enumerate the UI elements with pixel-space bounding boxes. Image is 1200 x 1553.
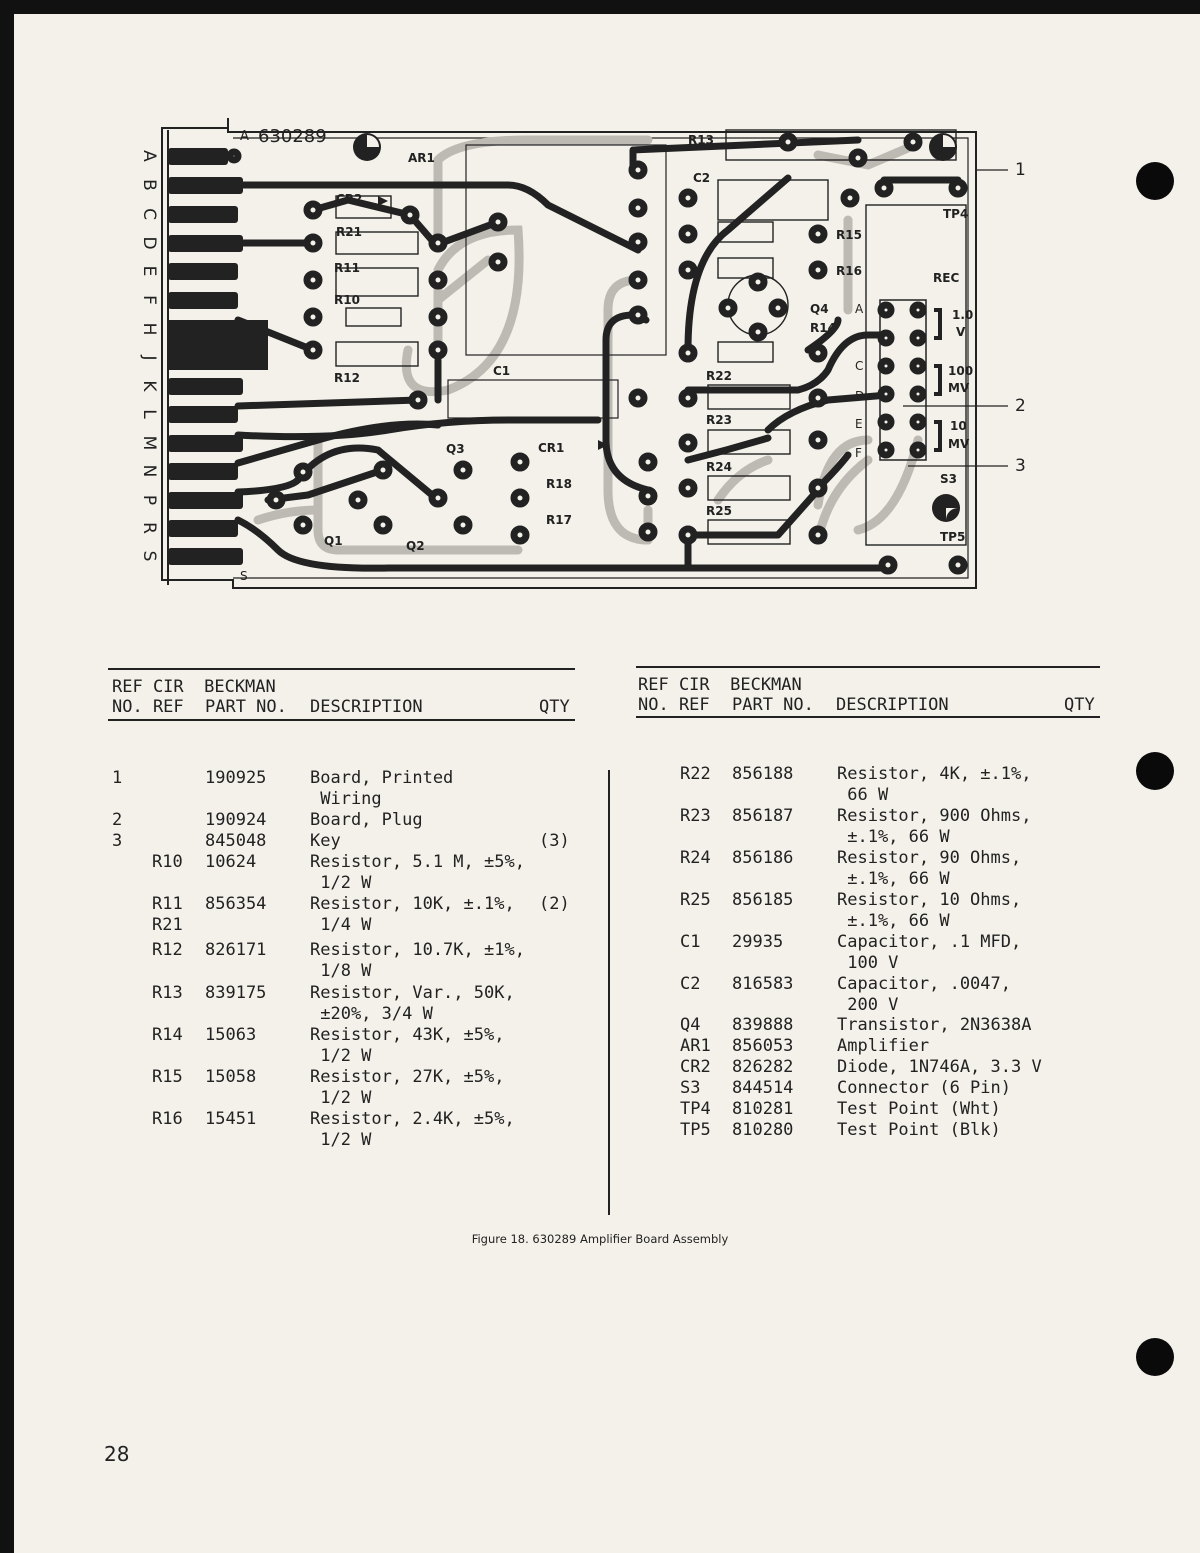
right-table-top-rule (636, 666, 1100, 668)
binder-hole (1136, 1338, 1174, 1376)
edge-letter: K (139, 380, 159, 392)
label-range-1-unit: V (956, 325, 966, 339)
column-divider (608, 770, 610, 1215)
row-part-no: 839175 (205, 983, 267, 1003)
left-header-desc: DESCRIPTION (310, 697, 423, 717)
label-r16: R16 (836, 264, 862, 278)
row-description: Resistor, 2.4K, ±5%, 1/2 W (310, 1109, 515, 1150)
row-description: Resistor, 43K, ±5%, 1/2 W (310, 1025, 505, 1066)
label-range-3: 10 (950, 419, 967, 433)
callout-3: 3 (1015, 456, 1026, 476)
row-description: Resistor, 4K, ±.1%, 66 W (837, 764, 1032, 805)
row-part-no: 15063 (205, 1025, 257, 1045)
row-part-no: 844514 (732, 1078, 794, 1098)
row-cir-ref: TP5 (680, 1120, 711, 1140)
label-r18: R18 (546, 477, 572, 491)
row-item-no: 3 (112, 831, 123, 851)
row-cir-ref: C1 (680, 932, 701, 952)
row-cir-ref: R14 (152, 1025, 183, 1045)
row-description: Resistor, 10.7K, ±1%, 1/8 W (310, 940, 525, 981)
row-part-no: 29935 (732, 932, 784, 952)
row-description: Resistor, 10 Ohms, ±.1%, 66 W (837, 890, 1022, 931)
row-description: Key (310, 831, 341, 851)
label-c2: C2 (693, 171, 711, 185)
label-range-1: 1.0 (952, 308, 974, 322)
pcb-part-number: 630289 (258, 126, 327, 147)
scan-border-top (0, 0, 1200, 14)
right-header-line1: REF CIR BECKMAN (638, 675, 802, 695)
left-header-qty: QTY (539, 697, 570, 717)
label-pin-a: A (855, 302, 864, 316)
label-r12: R12 (334, 371, 360, 385)
row-cir-ref: R15 (152, 1067, 183, 1087)
edge-letter: B (139, 179, 159, 191)
left-table-top-rule (108, 668, 575, 670)
callout-2: 2 (1015, 396, 1026, 416)
label-tp4: TP4 (943, 207, 969, 221)
label-c1: C1 (493, 364, 511, 378)
figure-caption: Figure 18. 630289 Amplifier Board Assembly (471, 1232, 729, 1246)
row-part-no: 10624 (205, 852, 257, 872)
edge-letter: A (139, 150, 159, 162)
row-description: Test Point (Wht) (837, 1099, 1001, 1119)
label-pin-f: F (855, 446, 862, 460)
row-description: Amplifier (837, 1036, 930, 1056)
binder-hole (1136, 162, 1174, 200)
row-part-no: 15451 (205, 1109, 257, 1129)
pcb-corner-s: S (240, 569, 248, 583)
label-q1: Q1 (324, 534, 343, 548)
label-r25: R25 (706, 504, 732, 518)
edge-connector-letters (139, 150, 159, 561)
label-r13: R13 (688, 133, 714, 147)
right-header-part: PART NO. (732, 695, 814, 715)
edge-letter: H (139, 322, 159, 336)
row-description: Resistor, 27K, ±5%, 1/2 W (310, 1067, 505, 1108)
label-pin-e: E (855, 417, 863, 431)
label-tp5: TP5 (940, 530, 966, 544)
label-q3: Q3 (446, 442, 465, 456)
row-cir-ref: R10 (152, 852, 183, 872)
label-range-2: 100 (948, 364, 974, 378)
row-description: Test Point (Blk) (837, 1120, 1001, 1140)
row-part-no: 15058 (205, 1067, 257, 1087)
row-cir-ref: Q4 (680, 1015, 701, 1035)
label-r11: R11 (334, 261, 360, 275)
edge-letter: N (139, 464, 159, 478)
row-part-no: 826282 (732, 1057, 794, 1077)
edge-letter: M (139, 435, 159, 451)
row-cir-ref: AR1 (680, 1036, 711, 1056)
row-cir-ref: C2 (680, 974, 701, 994)
row-part-no: 856186 (732, 848, 794, 868)
row-description: Transistor, 2N3638A (837, 1015, 1032, 1035)
label-s3: S3 (940, 472, 957, 486)
row-cir-ref: R25 (680, 890, 711, 910)
label-pin-c: C (855, 359, 864, 373)
label-pin-d: D (855, 389, 865, 403)
callout-1: 1 (1015, 160, 1026, 180)
edge-letter: C (139, 208, 159, 220)
row-cir-ref: CR2 (680, 1057, 711, 1077)
row-description: Board, Printed Wiring (310, 768, 454, 809)
label-rec: REC (933, 271, 960, 285)
left-table-header-rule (108, 719, 575, 721)
row-part-no: 839888 (732, 1015, 794, 1035)
edge-letter: J (139, 355, 159, 361)
row-description: Resistor, Var., 50K, ±20%, 3/4 W (310, 983, 515, 1024)
label-q2: Q2 (406, 539, 425, 553)
scan-border-left (0, 0, 14, 1553)
left-header-ref: NO. REF (112, 697, 184, 717)
edge-letter: E (139, 265, 159, 277)
edge-letter: S (139, 550, 159, 562)
left-header-part: PART NO. (205, 697, 287, 717)
row-description: Capacitor, .0047, 200 V (837, 974, 1011, 1015)
row-item-no: 1 (112, 768, 123, 788)
row-description: Resistor, 900 Ohms, ±.1%, 66 W (837, 806, 1032, 847)
row-qty: (3) (539, 831, 570, 851)
edge-letter: P (139, 494, 159, 506)
label-r15: R15 (836, 228, 862, 242)
row-item-no: 2 (112, 810, 123, 830)
row-part-no: 856188 (732, 764, 794, 784)
edge-letter: F (139, 295, 159, 305)
row-description: Resistor, 90 Ohms, ±.1%, 66 W (837, 848, 1022, 889)
row-part-no: 810280 (732, 1120, 794, 1140)
label-r10: R10 (334, 293, 360, 307)
row-cir-ref: TP4 (680, 1099, 711, 1119)
label-cr2: CR2 (336, 192, 363, 206)
binder-hole (1136, 752, 1174, 790)
label-r17: R17 (546, 513, 572, 527)
row-cir-ref: S3 (680, 1078, 701, 1098)
label-r14: R14 (810, 321, 836, 335)
row-part-no: 856354 (205, 894, 267, 914)
row-part-no: 810281 (732, 1099, 794, 1119)
label-r24: R24 (706, 460, 732, 474)
row-part-no: 856053 (732, 1036, 794, 1056)
left-header-line1: REF CIR BECKMAN (112, 677, 276, 697)
label-r23: R23 (706, 413, 732, 427)
label-range-3-unit: MV (948, 437, 970, 451)
row-part-no: 845048 (205, 831, 267, 851)
row-cir-ref: R22 (680, 764, 711, 784)
label-cr1: CR1 (538, 441, 565, 455)
pcb-corner-a: A (240, 129, 249, 144)
row-part-no: 856187 (732, 806, 794, 826)
page-number: 28 (104, 1442, 130, 1466)
row-description: Connector (6 Pin) (837, 1078, 1011, 1098)
row-cir-ref: R13 (152, 983, 183, 1003)
row-part-no: 190924 (205, 810, 267, 830)
row-cir-ref: R12 (152, 940, 183, 960)
row-description: Diode, 1N746A, 3.3 V (837, 1057, 1042, 1077)
right-header-qty: QTY (1064, 695, 1095, 715)
label-ar1: AR1 (408, 151, 435, 165)
row-description: Resistor, 5.1 M, ±5%, 1/2 W (310, 852, 525, 893)
row-cir-ref: R16 (152, 1109, 183, 1129)
row-qty: (2) (539, 894, 570, 914)
row-cir-ref: R24 (680, 848, 711, 868)
row-part-no: 816583 (732, 974, 794, 994)
right-table-header-rule (636, 716, 1100, 718)
row-part-no: 190925 (205, 768, 267, 788)
row-cir-ref: R23 (680, 806, 711, 826)
right-header-desc: DESCRIPTION (836, 695, 949, 715)
label-r21: R21 (336, 225, 362, 239)
edge-letter: L (139, 409, 159, 419)
pcb-layout-drawing (128, 110, 1028, 600)
label-range-2-unit: MV (948, 381, 970, 395)
row-part-no: 826171 (205, 940, 267, 960)
label-r22: R22 (706, 369, 732, 383)
row-description: Board, Plug (310, 810, 423, 830)
row-description: Resistor, 10K, ±.1%, 1/4 W (310, 894, 515, 935)
row-description: Capacitor, .1 MFD, 100 V (837, 932, 1022, 973)
edge-letter: D (139, 236, 159, 250)
right-header-ref: NO. REF (638, 695, 710, 715)
edge-letter: R (139, 522, 159, 534)
label-q4: Q4 (810, 302, 829, 316)
row-cir-ref: R11 R21 (152, 894, 183, 935)
row-part-no: 856185 (732, 890, 794, 910)
